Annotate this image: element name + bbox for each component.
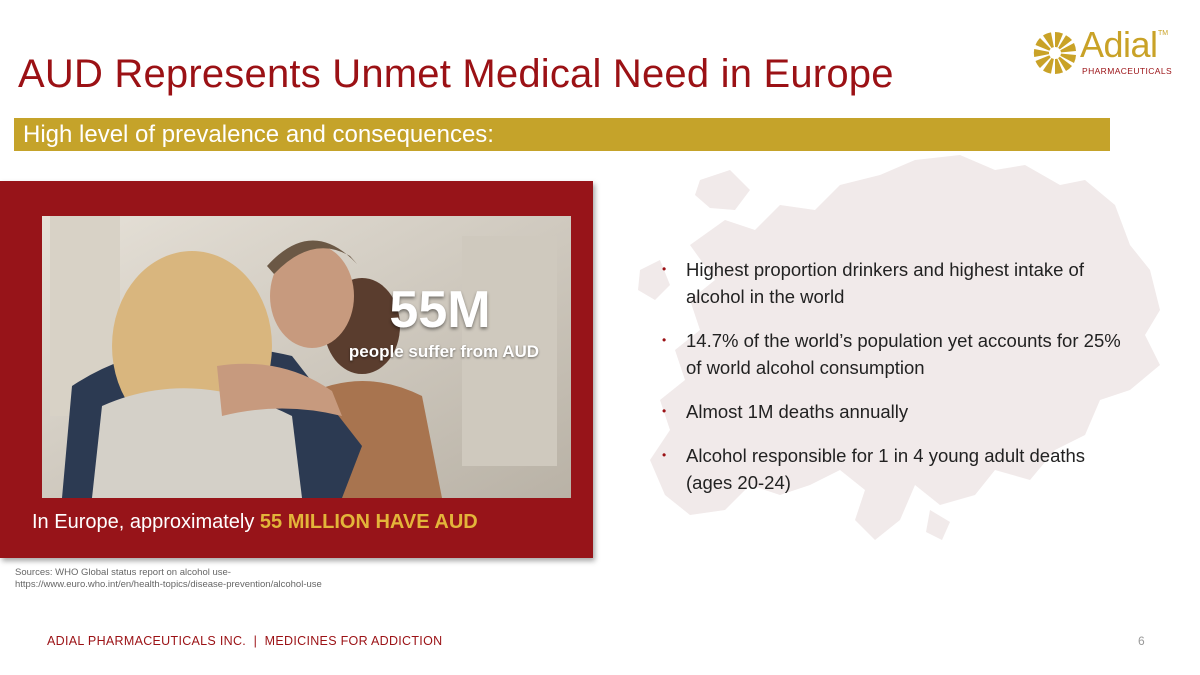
bullet-item xyxy=(662,256,1132,310)
bullet-dot-icon: • xyxy=(662,262,667,276)
bullet-list xyxy=(662,256,1132,513)
bullet-dot-icon: • xyxy=(662,448,667,462)
logo-trademark: TM xyxy=(1158,30,1169,37)
page-number: 6 xyxy=(1138,634,1145,648)
logo-wordmark: Adial xyxy=(1080,24,1158,65)
bullet-text: Highest proportion drinkers and highest intake of alcohol in the world xyxy=(686,259,1084,307)
sources-url: https://www.euro.who.int/en/health-topics/disease-prevention/alcohol-use xyxy=(15,579,322,590)
caption-prefix: In Europe, approximately xyxy=(32,511,260,533)
panel-caption xyxy=(32,511,478,534)
stat-value: 55M xyxy=(389,281,491,339)
photo-people-hugging xyxy=(42,216,571,498)
bullet-dot-icon: • xyxy=(662,333,667,347)
bullet-text: Alcohol responsible for 1 in 4 young adult deaths (ages 20-24) xyxy=(686,445,1086,493)
sunburst-logo-icon xyxy=(1032,30,1078,76)
bullet-item xyxy=(662,398,1132,425)
sources-line: Sources: WHO Global status report on alcohol use- xyxy=(15,567,231,578)
sources-note xyxy=(15,567,322,591)
highlight-panel xyxy=(0,181,593,558)
stat-label: people suffer from AUD xyxy=(348,342,540,361)
bullet-item xyxy=(662,442,1132,496)
company-logo xyxy=(1032,24,1173,80)
slide-subtitle: High level of prevalence and consequences: xyxy=(23,121,494,148)
slide-title: AUD Represents Unmet Medical Need in Europe xyxy=(18,52,894,96)
bullet-text: Almost 1M deaths annually xyxy=(686,401,909,422)
bullet-dot-icon: • xyxy=(662,404,667,418)
caption-highlight: 55 MILLION HAVE AUD xyxy=(259,511,478,533)
bullet-item xyxy=(662,327,1132,381)
logo-tagline: PHARMACEUTICALS xyxy=(1082,66,1173,76)
bullet-text: 14.7% of the world’s population yet accounts for 25% of world alcohol consumption xyxy=(686,330,1121,378)
subtitle-band xyxy=(14,118,1110,151)
footer-text: ADIAL PHARMACEUTICALS INC. | MEDICINES FOR ADDICTION xyxy=(47,634,443,648)
